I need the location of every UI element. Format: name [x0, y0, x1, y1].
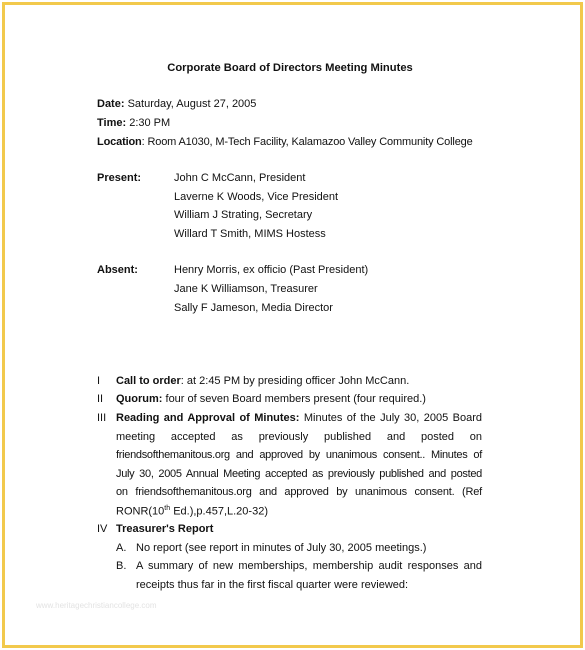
date-value: Saturday, August 27, 2005 — [124, 98, 257, 110]
item-number: II — [97, 393, 104, 405]
absent-name: Jane K Williamson, Treasurer — [174, 283, 318, 295]
item-number: III — [97, 412, 107, 424]
subitem-label: A. — [116, 542, 127, 554]
present-name: Laverne K Woods, Vice President — [174, 191, 339, 203]
watermark: www.heritagechristiancollege.com — [36, 601, 157, 610]
present-name: Willard T Smith, MIMS Hostess — [174, 228, 326, 240]
item-call-to-order — [116, 375, 409, 387]
subitem-text: A summary of new memberships, membership audit responses and — [136, 560, 482, 572]
item-minutes-line — [116, 412, 482, 424]
date-label: Date: — [97, 98, 125, 110]
ref-text: RONR(10 — [116, 505, 165, 518]
location-label: Location — [97, 136, 142, 148]
subitem-text: No report (see report in minutes of July 30, 2005 meetings.) — [136, 542, 427, 554]
present-name: John C McCann, President — [174, 172, 306, 184]
item-minutes-line — [116, 505, 482, 518]
present-name: William J Strating, Secretary — [174, 209, 313, 221]
time-value: 2:30 PM — [126, 117, 171, 129]
date-line — [97, 98, 256, 110]
item-number: I — [97, 375, 101, 387]
item-text: : at 2:45 PM by presiding officer John McCann. — [180, 375, 410, 387]
absent-name: Sally F Jameson, Media Director — [174, 302, 333, 314]
absent-label: Absent: — [97, 264, 138, 276]
item-heading: Treasurer's Report — [116, 523, 214, 535]
item-minutes-line: meeting accepted as previously published and posted on — [116, 431, 482, 443]
time-line — [97, 117, 170, 129]
item-heading: Reading and Approval of Minutes: — [116, 412, 300, 424]
item-minutes-line: on friendsofthemanitous.org and approved by unanimous consent. (Ref — [116, 486, 482, 498]
item-text: Minutes of the July 30, 2005 Board — [299, 412, 482, 424]
absent-name: Henry Morris, ex officio (Past President) — [174, 264, 369, 276]
time-label: Time: — [97, 117, 127, 129]
item-heading: Quorum: — [116, 393, 163, 405]
location-line — [97, 136, 473, 148]
subitem-text: receipts thus far in the first fiscal quarter were reviewed: — [136, 579, 409, 591]
location-value: : Room A1030, M-Tech Facility, Kalamazoo Valley Community College — [141, 136, 473, 148]
document-title: Corporate Board of Directors Meeting Minutes — [167, 62, 413, 74]
present-label: Present: — [97, 172, 142, 184]
item-minutes-line: July 30, 2005 Annual Meeting accepted as previously published and posted — [116, 468, 482, 480]
ref-superscript: th — [164, 505, 171, 512]
item-heading: Call to order — [116, 375, 181, 387]
item-quorum — [116, 393, 426, 405]
item-minutes-line: friendsofthemanitous.org and approved by unanimous consent.. Minutes of — [116, 449, 482, 461]
item-text: four of seven Board members present (four required.) — [162, 393, 426, 405]
item-number: IV — [97, 523, 108, 535]
ref-text: Ed.),p.457,L.20-32) — [170, 505, 268, 518]
subitem-label: B. — [116, 560, 127, 572]
